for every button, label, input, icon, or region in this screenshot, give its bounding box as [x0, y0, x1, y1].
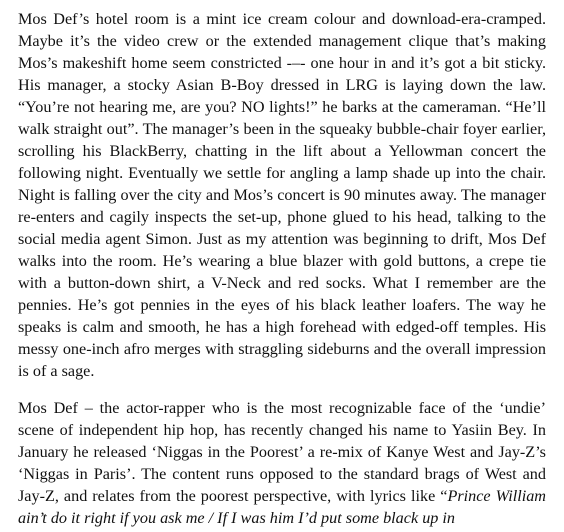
article-body — [18, 8, 546, 529]
paragraph-2-lyric-quote: Prince William ain’t do it right if you ask me / If I was him I’d put some black up in — [18, 487, 546, 527]
paragraph-2-text: Mos Def – the actor-rapper who is the most recognizable face of the ‘undie’ scene of independent hip hop, has recently changed his name to Yasiin Bey. In January he released ‘Niggas in the Poorest’ a re-mix of Kanye West and Jay-Z’s ‘Niggas in Paris’. The content runs opposed to the standard brags of West and Jay-Z, and relates from the poorest perspective, with lyrics like “ — [18, 399, 546, 505]
paragraph-1: Mos Def’s hotel room is a mint ice cream colour and download-era-cramped. Maybe it’s the video crew or the extended management clique that’s making Mos’s makeshift home seem constricted -–- one hour in and it’s got a bit sticky. His manager, a stocky Asian B-Boy dressed in LRG is laying down the law. “You’re not hearing me, are you? NO lights!” he barks at the cameraman. “He’ll walk straight out”. The manager’s been in the squeaky bubble-chair foyer earlier, scrolling his BlackBerry, chatting in the lift about a Yellowman concert the following night. Eventually we settle for angling a lamp shade up into the chair. Night is falling over the city and Mos’s concert is 90 minutes away. The manager re-enters and cagily inspects the set-up, phone glued to his head, talking to the social media agent Simon. Just as my attention was beginning to drift, Mos Def walks into the room. He’s wearing a blue blazer with gold buttons, a crepe tie with a button-down shirt, a V-Neck and red socks. What I remember are the pennies. He’s got pennies in the eyes of his black leather loafers. The way he speaks is calm and smooth, he has a high forehead with edged-off temples. His messy one-inch afro merges with straggling sideburns and the overall impression is of a sage. — [18, 10, 546, 380]
paragraph-2 — [18, 397, 546, 529]
